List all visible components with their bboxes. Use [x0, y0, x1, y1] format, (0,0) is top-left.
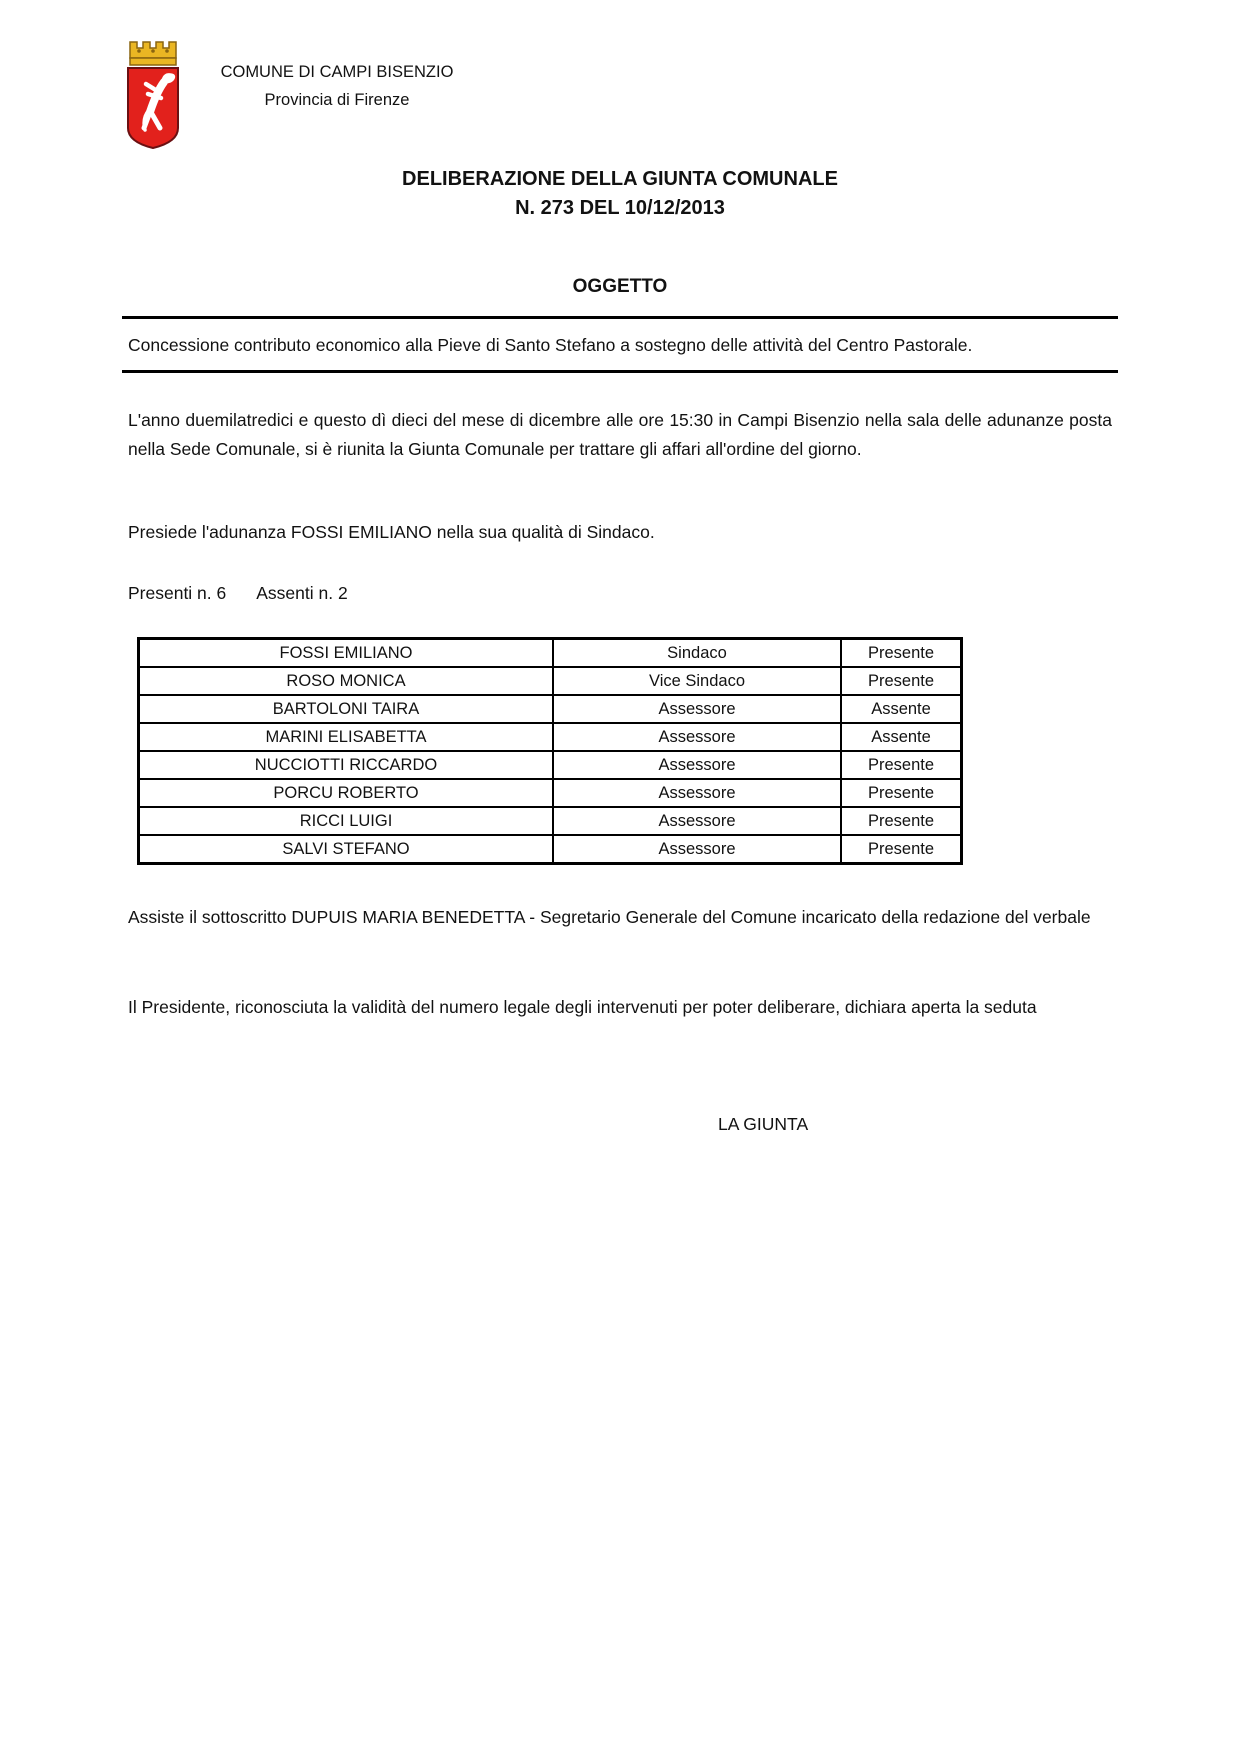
province-name: Provincia di Firenze [264, 91, 410, 109]
member-role-cell: Assessore [553, 835, 841, 864]
member-role-cell: Assessore [553, 695, 841, 723]
giunta-heading: LA GIUNTA [718, 1114, 809, 1134]
member-role-cell: Assessore [553, 723, 841, 751]
member-status-cell: Presente [841, 639, 962, 668]
table-row [139, 751, 962, 779]
member-status-cell: Assente [841, 723, 962, 751]
table-row [139, 807, 962, 835]
title-line-2: N. 273 DEL 10/12/2013 [515, 197, 725, 219]
member-role-cell: Vice Sindaco [553, 667, 841, 695]
coat-of-arms-svg [118, 38, 188, 150]
present-count-label: Presenti n. 6 [128, 583, 227, 603]
member-name-cell: PORCU ROBERTO [139, 779, 554, 807]
table-row [139, 779, 962, 807]
secretary-paragraph: Assiste il sottoscritto DUPUIS MARIA BENEDETTA - Segretario Generale del Comune incaricato della redazione del verbale [128, 907, 1091, 927]
table-row [139, 695, 962, 723]
member-status-cell: Presente [841, 835, 962, 864]
presiding-line: Presiede l'adunanza FOSSI EMILIANO nella sua qualità di Sindaco. [128, 522, 655, 542]
member-name-cell: FOSSI EMILIANO [139, 639, 554, 668]
member-name-cell: RICCI LUIGI [139, 807, 554, 835]
member-status-cell: Assente [841, 695, 962, 723]
horizontal-rule-top [122, 316, 1118, 319]
horizontal-rule-bottom [122, 370, 1118, 373]
member-role-cell: Sindaco [553, 639, 841, 668]
president-paragraph: Il Presidente, riconosciuta la validità del numero legale degli intervenuti per poter deliberare, dichiara aperta la seduta [128, 997, 1037, 1017]
subject-text: Concessione contributo economico alla Pieve di Santo Stefano a sostegno delle attività del Centro Pastorale. [128, 335, 973, 355]
subject-heading: OGGETTO [572, 276, 668, 297]
table-row [139, 639, 962, 668]
member-role-cell: Assessore [553, 751, 841, 779]
attendance-table [137, 637, 963, 865]
table-row [139, 667, 962, 695]
member-status-cell: Presente [841, 667, 962, 695]
member-status-cell: Presente [841, 779, 962, 807]
member-status-cell: Presente [841, 807, 962, 835]
member-role-cell: Assessore [553, 807, 841, 835]
municipal-coat-of-arms-icon [118, 38, 188, 150]
title-line-1: DELIBERAZIONE DELLA GIUNTA COMUNALE [402, 168, 838, 190]
mural-crown-icon [130, 42, 176, 65]
member-status-cell: Presente [841, 751, 962, 779]
opening-paragraph: L'anno duemilatredici e questo dì dieci del mese di dicembre alle ore 15:30 in Campi Bisenzio nella sala delle adunanze posta nella Sede Comunale, si è riunita la Giunta Comunale per trattare gli affari all'ordine del giorno. [128, 410, 1112, 459]
table-row [139, 835, 962, 864]
member-name-cell: NUCCIOTTI RICCARDO [139, 751, 554, 779]
organisation-block [203, 58, 471, 114]
municipality-name: COMUNE DI CAMPI BISENZIO [220, 63, 454, 81]
attendance-summary [128, 579, 1112, 608]
absent-count-label: Assenti n. 2 [256, 583, 348, 603]
member-role-cell: Assessore [553, 779, 841, 807]
member-name-cell: SALVI STEFANO [139, 835, 554, 864]
table-row [139, 723, 962, 751]
member-name-cell: MARINI ELISABETTA [139, 723, 554, 751]
member-name-cell: BARTOLONI TAIRA [139, 695, 554, 723]
document-title [122, 165, 1118, 223]
member-name-cell: ROSO MONICA [139, 667, 554, 695]
